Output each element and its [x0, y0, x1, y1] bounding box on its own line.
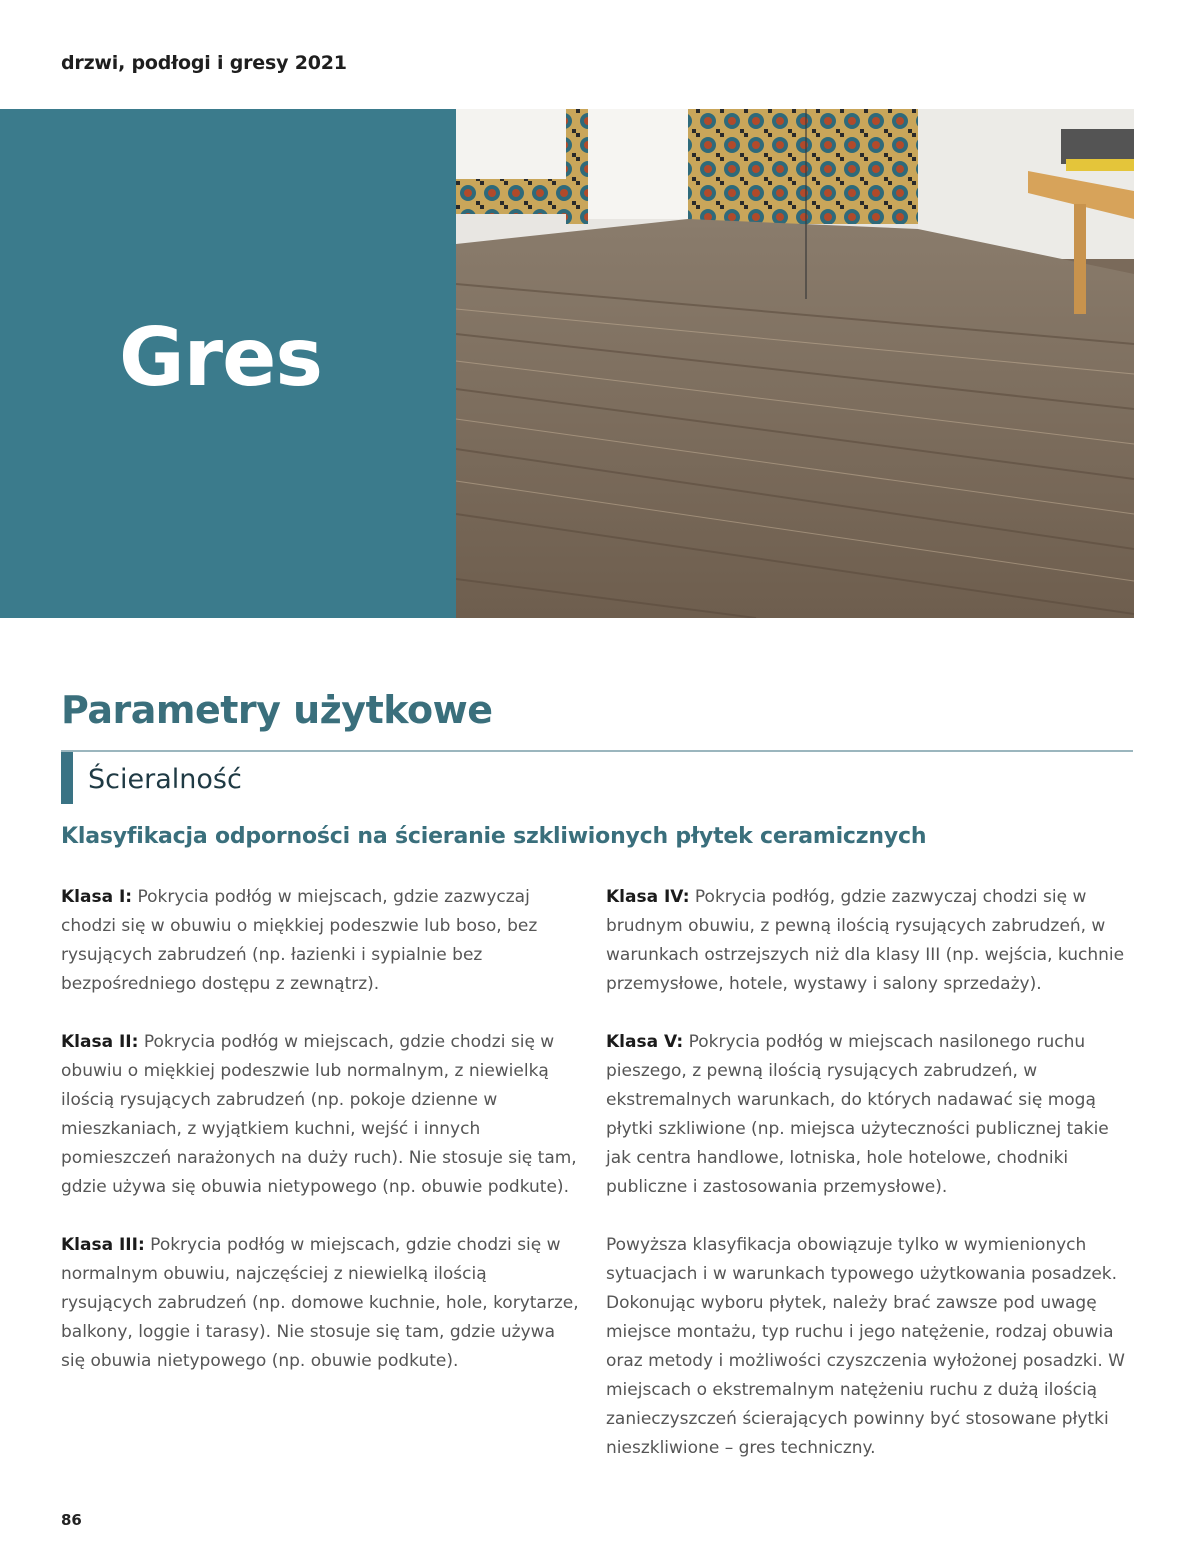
floor-photo	[456, 109, 1134, 618]
catalog-header: drzwi, podłogi i gresy 2021	[61, 52, 347, 74]
class-text: Pokrycia podłóg w miejscach nasilonego ruchu pieszego, z pewną ilością rysujących zabrudzeń, w ekstremalnych warunkach, do których nadawać się mogą płytki szkliwione (np. miejsca użyteczności publicznej takie jak centra handlowe, lotniska, hole hotelowe, chodniki publiczne i zastosowania przemysłowe).	[606, 1032, 1109, 1197]
class-paragraph	[606, 1028, 1136, 1202]
summary-text: Powyższa klasyfikacja obowiązuje tylko w wymienionych sytuacjach i w warunkach typowego użytkowania posadzek. Dokonując wyboru płytek, należy brać zawsze pod uwagę miejsce montażu, typ ruchu i jego natężenie, rodzaj obuwia oraz metody i możliwości czyszczenia wyłożonej posadzki. W miejscach o ekstremalnym natężeniu ruchu z dużą ilością zanieczyszczeń ścierających powinny być stosowane płytki nieszkliwione – gres techniczny.	[606, 1235, 1125, 1458]
summary-paragraph	[606, 1231, 1136, 1463]
subsection-title: Ścieralność	[88, 764, 242, 795]
class-label: Klasa V:	[606, 1032, 684, 1052]
class-paragraph	[61, 1231, 581, 1376]
class-label: Klasa II:	[61, 1032, 139, 1052]
page-number: 86	[61, 1511, 82, 1529]
classification-heading: Klasyfikacja odporności na ścieranie szkliwionych płytek ceramicznych	[61, 824, 927, 849]
class-paragraph	[606, 883, 1136, 999]
subsection-accent-bar	[61, 752, 73, 804]
section-divider	[61, 750, 1133, 752]
class-text: Pokrycia podłóg, gdzie zazwyczaj chodzi się w brudnym obuwiu, z pewną ilością rysujących zabrudzeń, w warunkach ostrzejszych niż dla klasy III (np. wejścia, kuchnie przemysłowe, hotele, wystawy i salony sprzedaży).	[606, 887, 1125, 994]
class-paragraph	[61, 883, 581, 999]
left-column	[61, 883, 581, 1405]
class-text: Pokrycia podłóg w miejscach, gdzie chodzi się w normalnym obuwiu, najczęściej z niewielką ilością rysujących zabrudzeń (np. domowe kuchnie, hole, korytarze, balkony, loggie i tarasy). Nie stosuje się tam, gdzie używa się obuwia nietypowego (np. obuwie podkute).	[61, 1235, 579, 1371]
right-column	[606, 883, 1136, 1492]
class-label: Klasa IV:	[606, 887, 690, 907]
hero-title: Gres	[119, 311, 322, 404]
class-paragraph	[61, 1028, 581, 1202]
class-text: Pokrycia podłóg w miejscach, gdzie chodzi się w obuwiu o miękkiej podeszwie lub normalnym, z niewielką ilością rysujących zabrudzeń (np. pokoje dzienne w mieszkaniach, z wyjątkiem kuchni, wejść i innych pomieszczeń narażonych na duży ruch). Nie stosuje się tam, gdzie używa się obuwia nietypowego (np. obuwie podkute).	[61, 1032, 577, 1197]
class-label: Klasa III:	[61, 1235, 145, 1255]
section-title: Parametry użytkowe	[61, 688, 493, 732]
class-label: Klasa I:	[61, 887, 133, 907]
class-text: Pokrycia podłóg w miejscach, gdzie zazwyczaj chodzi się w obuwiu o miękkiej podeszwie lub boso, bez rysujących zabrudzeń (np. łazienki i sypialnie bez bezpośredniego dostępu z zewnątrz).	[61, 887, 538, 994]
